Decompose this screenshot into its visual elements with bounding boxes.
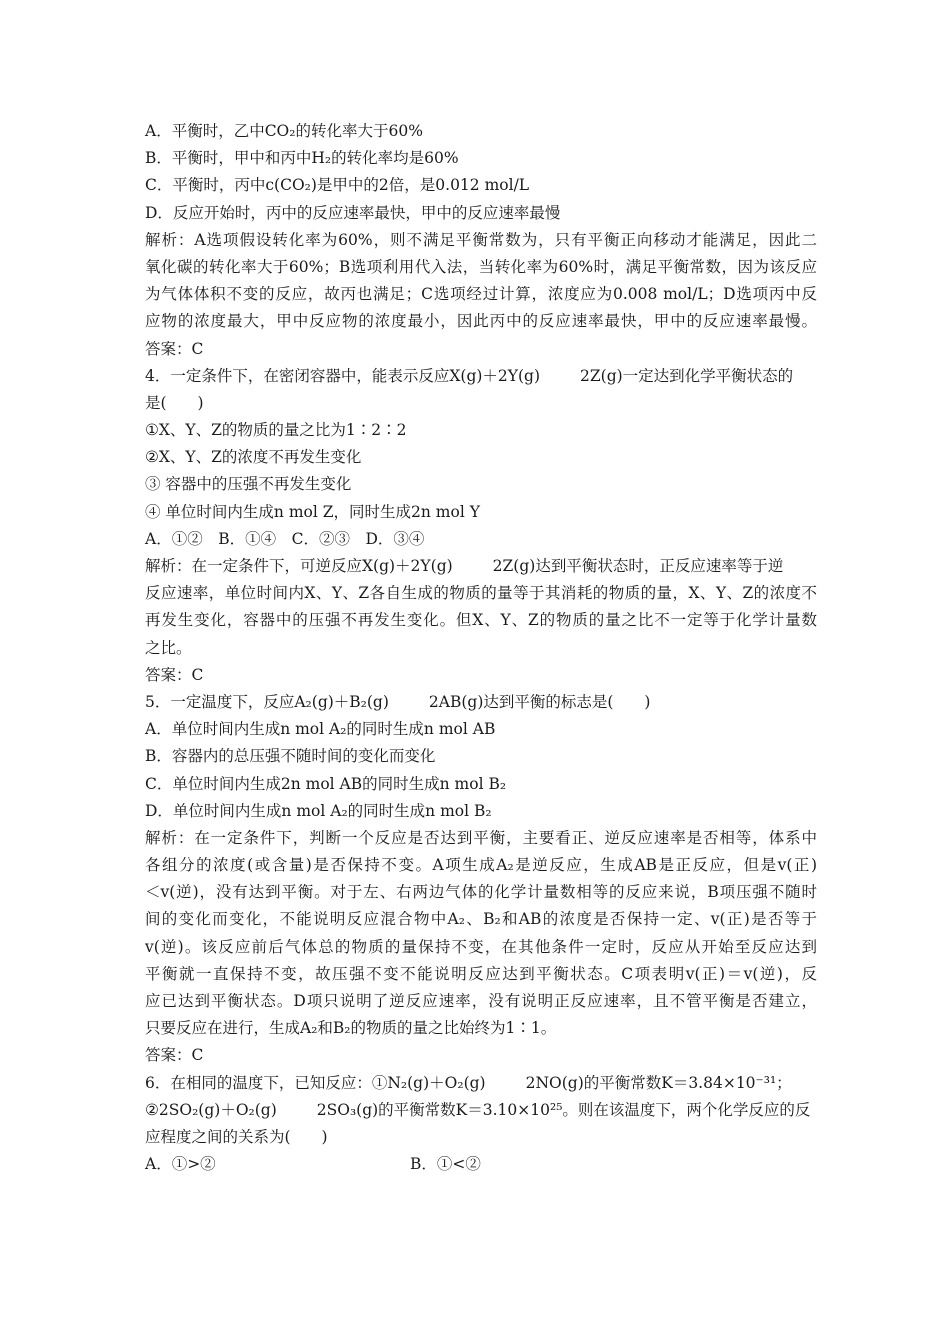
analysis-line: 各组分的浓度(或含量)是否保持不变。A项生成A₂是逆反应，生成AB是正反应，但是v(正)	[145, 856, 817, 875]
stem-part: 4．一定条件下，在密闭容器中，能表示反应X(g)＋2Y(g)	[145, 366, 541, 385]
question-stem	[145, 689, 817, 716]
stem-part: 2NO(g)的平衡常数K＝3.84×10⁻³¹；	[525, 1073, 792, 1092]
question-content	[145, 118, 817, 1178]
option-b: B．容器内的总压强不随时间的变化而变化	[145, 747, 436, 766]
analysis-line: v(逆)。该反应前后气体总的物质的量保持不变，在其他条件一定时，反应从开始至反应达到	[145, 937, 817, 956]
analysis-line: 氧化碳的转化率大于60%；B选项利用代入法，当转化率为60%时，满足平衡常数，因为该反应	[145, 257, 817, 276]
options-row: A．①② B．①④ C．②③ D．③④	[145, 529, 425, 548]
analysis-line: 之比。	[145, 638, 192, 657]
option-a: A．平衡时，乙中CO₂的转化率大于60%	[145, 122, 423, 140]
option-a: A．单位时间内生成n mol A₂的同时生成n mol AB	[145, 720, 496, 739]
option-d: D．反应开始时，丙中的反应速率最快，甲中的反应速率最慢	[145, 203, 561, 222]
question-stem	[145, 363, 817, 390]
analysis-line: 应物的浓度最大，甲中反应物的浓度最小，因此丙中的反应速率最快，甲中的反应速率最慢。	[145, 312, 817, 331]
answer-line: 答案：C	[145, 339, 204, 358]
option-b: B．①<②	[410, 1155, 481, 1174]
question-stem	[145, 1070, 817, 1097]
stem-part: 6．在相同的温度下，已知反应：①N₂(g)＋O₂(g)	[145, 1073, 486, 1092]
analysis-line: 间的变化而变化，不能说明反应混合物中A₂、B₂和AB的浓度是否保持一定、v(正)是否等于	[145, 910, 817, 929]
question-stem	[145, 1097, 817, 1124]
analysis-line: 只要反应在进行，生成A₂和B₂的物质的量之比始终为1∶1。	[145, 1019, 557, 1038]
option-a: A．①>②	[145, 1155, 216, 1174]
option-c: C．平衡时，丙中c(CO₂)是甲中的2倍，是0.012 mol/L	[145, 176, 530, 195]
stem-part: ②2SO₂(g)＋O₂(g)	[145, 1100, 277, 1119]
statement-item: ②X、Y、Z的浓度不再发生变化	[145, 448, 362, 467]
stem-part: 2AB(g)达到平衡的标志是( )	[428, 692, 651, 711]
analysis-line: 反应速率，单位时间内X、Y、Z各自生成的物质的量等于其消耗的物质的量，X、Y、Z的浓度不	[145, 584, 817, 603]
answer-line: 答案：C	[145, 665, 204, 684]
stem-part: 2Z(g)一定达到化学平衡状态的	[580, 366, 794, 385]
question-stem: 是( )	[145, 393, 204, 412]
answer-line: 答案：C	[145, 1046, 204, 1065]
option-d: D．单位时间内生成n mol A₂的同时生成n mol B₂	[145, 801, 492, 820]
stem-part: 5．一定温度下，反应A₂(g)＋B₂(g)	[145, 692, 389, 711]
statement-item: ①X、Y、Z的物质的量之比为1∶2∶2	[145, 421, 407, 440]
option-b: B．平衡时，甲中和丙中H₂的转化率均是60%	[145, 149, 459, 168]
analysis-line: 为气体体积不变的反应，故丙也满足；C选项经过计算，浓度应为0.008 mol/L；D选项丙中反	[145, 285, 817, 304]
analysis-line: 平衡就一直保持不变，故压强不变不能说明反应达到平衡状态。C项表明v(正)＝v(逆)，反	[145, 964, 817, 983]
analysis-part: 2Z(g)达到平衡状态时，正反应速率等于逆	[492, 557, 784, 575]
analysis-part: 解析：在一定条件下，可逆反应X(g)＋2Y(g)	[145, 557, 453, 575]
analysis-line: 再发生变化，容器中的压强不再发生变化。但X、Y、Z的物质的量之比不一定等于化学计量数	[145, 611, 817, 630]
question-stem: 应程度之间的关系为( )	[145, 1127, 328, 1146]
analysis-line: 解析：在一定条件下，判断一个反应是否达到平衡，主要看正、逆反应速率是否相等，体系中	[145, 828, 817, 847]
analysis-line: ＜v(逆)，没有达到平衡。对于左、右两边气体的化学计量数相等的反应来说，B项压强不随时	[145, 883, 817, 902]
analysis-line	[145, 553, 817, 580]
statement-item: ③ 容器中的压强不再发生变化	[145, 475, 352, 494]
stem-part: 2SO₃(g)的平衡常数K＝3.10×10²⁵。则在该温度下，两个化学反应的反	[316, 1100, 811, 1119]
analysis-line: 解析：A选项假设转化率为60%，则不满足平衡常数为，只有平衡正向移动才能满足，因此二	[145, 230, 817, 249]
statement-item: ④ 单位时间内生成n mol Z，同时生成2n mol Y	[145, 502, 480, 521]
option-c: C．单位时间内生成2n mol AB的同时生成n mol B₂	[145, 774, 507, 793]
options-row	[145, 1151, 817, 1178]
analysis-line: 应已达到平衡状态。D项只说明了逆反应速率，没有说明正反应速率，且不管平衡是否建立，	[145, 992, 817, 1010]
